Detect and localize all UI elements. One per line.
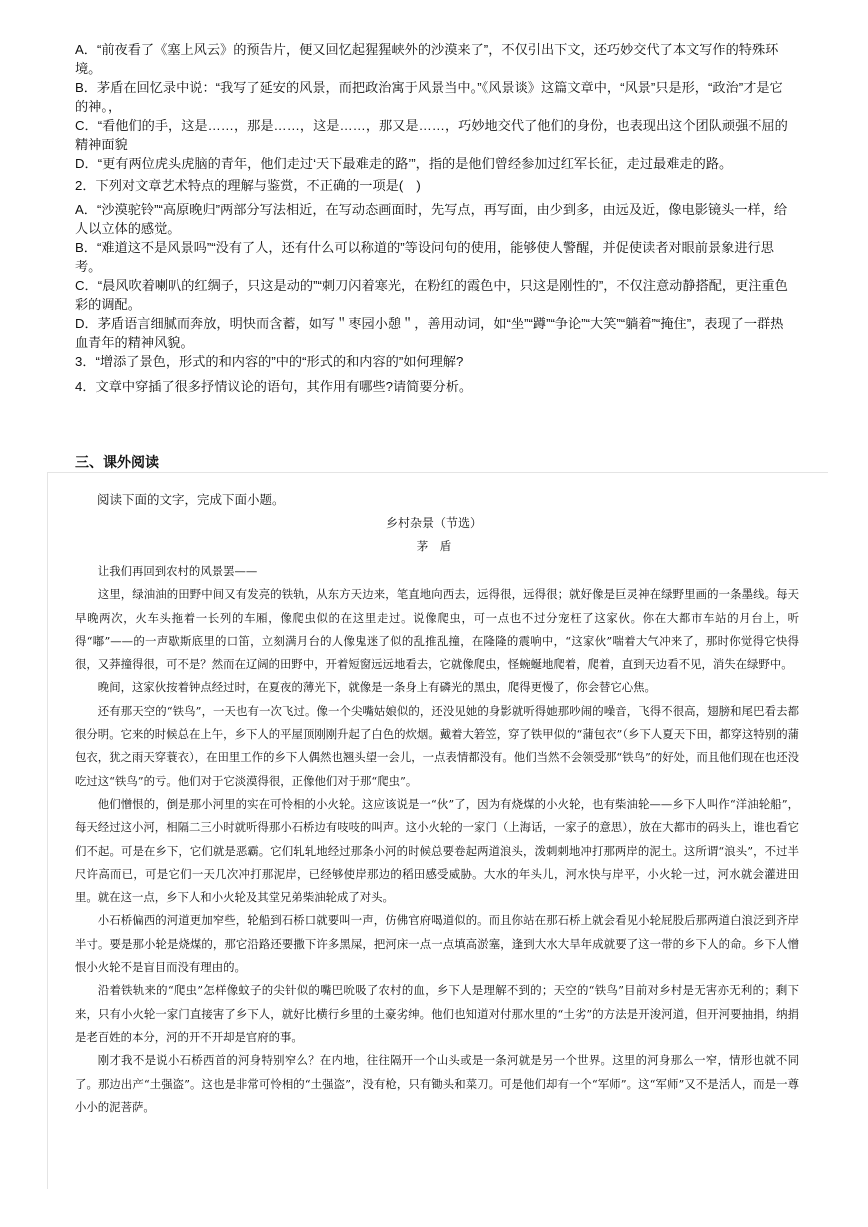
- question-3: [75, 352, 795, 371]
- question-4: [75, 377, 795, 396]
- section-heading: 三、课外阅读: [75, 454, 159, 470]
- passage-body: [75, 560, 799, 1119]
- q1-option-b: B．茅盾在回忆录中说：“我写了延安的风景，而把政治寓于风景当中。”《风景谈》这篇文章中，“风景”只是形，“政治”才是它的神。，: [75, 80, 783, 114]
- passage-paragraph: 这里，绿油油的田野中间又有发亮的铁轨，从东方天边来，笔直地向西去，远得很，远得很；就好像是巨灵神在绿野里画的一条墨线。每天早晚两次，火车头拖着一长列的车厢，像爬虫似的在这里走过。说像爬虫，可一点也不过分宠枉了这家伙。你在大都市车站的月台上，听得“嘟”——的一声歇斯底里的口笛，立刻满月台的人像鬼迷了似的乱推乱撞，在隆隆的震响中，“这家伙”喘着大气冲来了，那时你觉得它快得很，又莽撞得很，可不是？然而在辽阔的田野中，开着短窗远远地看去，它就像爬虫，怪蜿蜒地爬着，爬着，直到天边看不见，消失在绿野中。: [75, 587, 799, 672]
- question-2: [75, 176, 795, 352]
- passage-paragraph: 刚才我不是说小石桥西首的河身特别窄么？在内地，往往隔开一个山头或是一条河就是另一个世界。这里的河身那么一窄，情形也就不同了。那边出产“土强盗”。这也是非常可怜相的“土强盗”，没有枪，只有锄头和菜刀。可是他们却有一个“军师”。这“军师”又不是活人，而是一尊小小的泥菩萨。: [75, 1053, 799, 1114]
- q3-text: 3．“增添了景色，形式的和内容的”中的“形式的和内容的”如何理解?: [75, 354, 464, 369]
- q1-option-d: D．“更有两位虎头虎脑的青年，他们走过‘天下最难走的路’”，指的是他们曾经参加过红军长征，走过最难走的路。: [75, 156, 733, 171]
- passage-paragraph: 小石桥偏西的河道更加窄些，轮船到石桥口就要叫一声，仿佛官府喝道似的。而且你站在那石桥上就会看见小轮屁股后那两道白浪泛到齐岸半寸。要是那小轮是烧煤的，那它沿路还要撒下许多黑屎，把河床一点一点填高淤塞，逢到大水大旱年成就要了这一带的乡下人的命。乡下人憎恨小火轮不是盲目而没有理由的。: [75, 913, 799, 975]
- q2-option-a: A．“沙漠驼铃”“高原晚归”两部分写法相近，在写动态画面时，先写点，再写面，由少到多，由远及近，像电影镜头一样，给人以立体的感觉。: [75, 202, 788, 236]
- q2-option-d: D．茅盾语言细腻而奔放，明快而含蓄，如写＂枣园小憩＂，善用动词，如“坐”“蹲”“争论”“大笑”“躺着”“掩住”，表现了一群热血青年的精神风貌。: [75, 316, 784, 350]
- passage-author: 茅 盾: [416, 539, 452, 553]
- passage-paragraph: 还有那天空的“铁鸟”，一天也有一次飞过。像一个尖嘴姑娘似的，还没见她的身影就听得她那吵闹的噪音，飞得不很高，翅膀和尾巴看去都很分明。它来的时候总在上午，乡下人的平屋顶刚刚升起了白色的炊烟。戴着大箬笠，穿了铁甲似的“蒲包衣”（乡下人夏天下田，都穿这特别的蒲包衣，犹之雨天穿蓑衣），在田里工作的乡下人偶然也翘头望一会儿，一点表情都没有。他们当然不会领受那“铁鸟”的好处，而且他们现在也还没吃过这“铁鸟”的亏。他们对于它淡漠得很，正像他们对于那“爬虫”。: [75, 703, 799, 788]
- question-1-options: [75, 40, 795, 173]
- reading-instruction: 阅读下面的文字，完成下面小题。: [97, 493, 285, 507]
- passage-title: 乡村杂景（节选）: [385, 516, 482, 530]
- q4-text: 4．文章中穿插了很多抒情议论的语句，其作用有哪些?请简要分析。: [75, 379, 473, 394]
- passage-paragraph: 让我们再回到农村的风景罢——: [97, 564, 258, 578]
- q1-option-c: C．“看他们的手，这是……，那是……，这是……，那又是……，巧妙地交代了他们的身份，也表现出这个团队顽强不屈的精神面貌: [75, 118, 788, 152]
- passage-paragraph: 他们憎恨的，倒是那小河里的实在可怜相的小火轮。这应该说是一“伙”了，因为有烧煤的小火轮，也有柴油轮——乡下人叫作“洋油轮船”，每天经过这小河，相隔二三小时就听得那小石桥边有吱吱的叫声。这小火轮的一家门（上海话，一家子的意思），放在大都市的码头上，谁也看它们不起。可是在乡下，它们就是恶霸。它们轧轧地经过那条小河的时候总要卷起两道浪头，泼刺刺地冲打那两岸的泥土。这所谓“浪头”，不过半尺许高而已，可是它们一天几次冲打那泥岸，已经够使岸那边的稻田感受威胁。大水的年头儿，河水快与岸平，小火轮一过，河水就会灌进田里。就在这一点，乡下人和小火轮及其堂兄弟柴油轮成了对头。: [75, 796, 799, 905]
- passage-paragraph: 沿着铁轨来的“爬虫”怎样像蚊子的尖针似的嘴巴吮吸了农村的血，乡下人是理解不到的；天空的“铁鸟”目前对乡村是无害亦无利的；剩下来，只有小火轮一家门直接害了乡下人，就好比横行乡里的土豪劣绅。他们也知道对付那水里的“土劣”的方法是开浚河道，但开河要抽捐，纳捐是老百姓的本分，河的开不开却是官府的事。: [75, 983, 799, 1044]
- passage-paragraph: 晚间，这家伙按着钟点经过时，在夏夜的薄光下，就像是一条身上有磷光的黑虫，爬得更慢了，你会替它心焦。: [97, 680, 656, 695]
- q2-option-c: C．“晨风吹着喇叭的红绸子，只这是动的”“刺刀闪着寒光，在粉红的霞色中，只这是刚性的”，不仅注意动静搭配，更注重色彩的调配。: [75, 278, 788, 312]
- q2-stem: 2．下列对文章艺术特点的理解与鉴赏，不正确的一项是( ): [75, 178, 421, 193]
- q2-option-b: B．“难道这不是风景吗”“没有了人，还有什么可以称道的”等设问句的使用，能够使人警醒，并促使读者对眼前景象进行思考。: [75, 240, 774, 274]
- q1-option-a: A．“前夜看了《塞上风云》的预告片，便又回忆起猩猩峡外的沙漠来了”，不仅引出下文，还巧妙交代了本文写作的特殊环境。: [75, 42, 779, 76]
